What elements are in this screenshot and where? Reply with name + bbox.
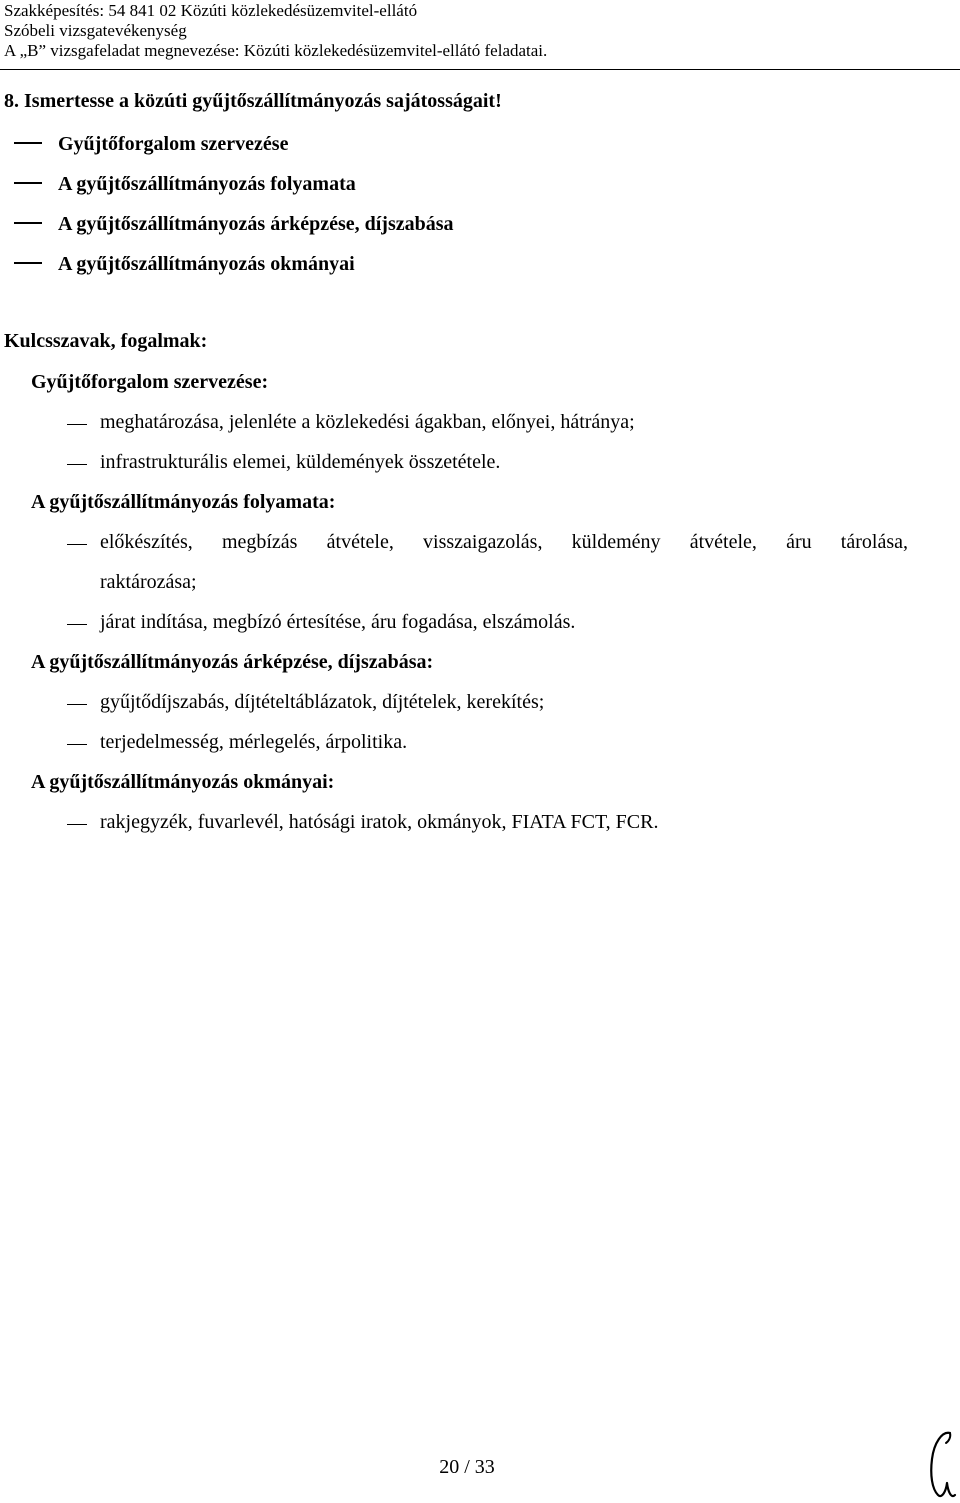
dash-icon bbox=[67, 824, 87, 825]
dash-icon bbox=[14, 222, 42, 224]
list-item-text: rakjegyzék, fuvarlevél, hatósági iratok, okmányok, FIATA FCT, FCR. bbox=[100, 811, 659, 833]
page-number: 20 / 33 bbox=[439, 1456, 495, 1478]
dash-icon bbox=[14, 142, 42, 144]
dash-icon bbox=[67, 704, 87, 705]
dash-icon bbox=[14, 182, 42, 184]
header-exam-type: Szóbeli vizsgatevékenység bbox=[4, 21, 187, 40]
outline-item bbox=[14, 133, 288, 156]
header-qualification: Szakképesítés: 54 841 02 Közúti közlekedésüzemvitel-ellátó bbox=[4, 1, 418, 20]
list-item-continuation: raktározása; bbox=[100, 571, 197, 593]
dash-icon bbox=[67, 624, 87, 625]
dash-icon bbox=[67, 744, 87, 745]
outline-item-label: A gyűjtőszállítmányozás okmányai bbox=[58, 253, 355, 275]
outline-item bbox=[14, 213, 454, 236]
list-item-text: meghatározása, jelenléte a közlekedési ágakban, előnyei, hátránya; bbox=[100, 411, 635, 433]
section-heading: A gyűjtőszállítmányozás folyamata: bbox=[31, 491, 336, 513]
list-item-text: gyűjtődíjszabás, díjtételtáblázatok, díjtételek, kerekítés; bbox=[100, 691, 545, 713]
list-item-text: terjedelmesség, mérlegelés, árpolitika. bbox=[100, 731, 408, 753]
outline-item bbox=[14, 173, 356, 196]
signature-mark bbox=[920, 1425, 958, 1503]
dash-icon bbox=[67, 544, 87, 545]
outline-item-label: A gyűjtőszállítmányozás árképzése, díjszabása bbox=[58, 213, 454, 235]
list-item-text: járat indítása, megbízó értesítése, áru fogadása, elszámolás. bbox=[100, 611, 576, 633]
header-divider bbox=[0, 69, 960, 70]
question-title: 8. Ismertesse a közúti gyűjtőszállítmányozás sajátosságait! bbox=[4, 90, 502, 112]
list-item-text: infrastrukturális elemei, küldemények összetétele. bbox=[100, 451, 501, 473]
outline-item-label: Gyűjtőforgalom szervezése bbox=[58, 133, 289, 155]
keywords-title: Kulcsszavak, fogalmak: bbox=[4, 330, 208, 352]
header-task-name: A „B” vizsgafeladat megnevezése: Közúti közlekedésüzemvitel-ellátó feladatai. bbox=[4, 41, 548, 60]
section-heading: A gyűjtőszállítmányozás okmányai: bbox=[31, 771, 335, 793]
list-item-text: előkészítés, megbízás átvétele, visszaigazolás, küldemény átvétele, áru tárolása, bbox=[100, 531, 908, 553]
outline-item-label: A gyűjtőszállítmányozás folyamata bbox=[58, 173, 356, 195]
dash-icon bbox=[14, 262, 42, 264]
dash-icon bbox=[67, 424, 87, 425]
outline-item bbox=[14, 253, 355, 276]
section-heading: Gyűjtőforgalom szervezése: bbox=[31, 371, 269, 393]
dash-icon bbox=[67, 464, 87, 465]
section-heading: A gyűjtőszállítmányozás árképzése, díjszabása: bbox=[31, 651, 434, 673]
